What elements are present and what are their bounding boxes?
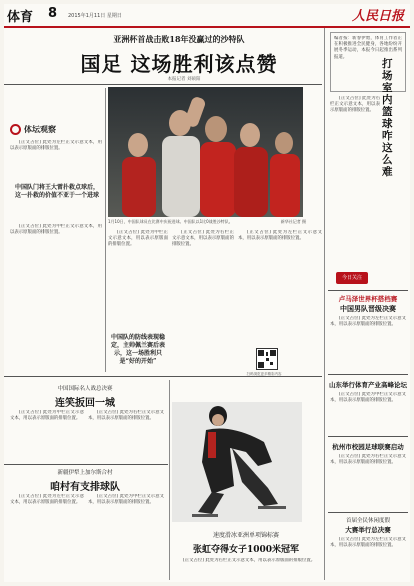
commentary-label: 体坛观察 (24, 125, 56, 134)
paragraph: [正文占位] 此处为右栏正文示意文本，用以表示原版面的排版位置。 (330, 96, 380, 114)
divider (328, 290, 408, 291)
celebration-image (108, 87, 303, 217)
sub-headline: 山东举行体育产业高峰论坛 (329, 381, 407, 389)
paper-logo: 人民日报 (351, 9, 404, 24)
column-rule (169, 380, 170, 580)
feature-badge: 今日关注 (336, 272, 368, 284)
paragraph: [正文占位] 此处为右栏正文示意文本，用以表示原版面的排版位置。 (172, 230, 234, 248)
paragraph: [正文占位] 此处为左栏正文示意文本，用以表示原版面的排版位置。 (238, 230, 322, 242)
qr-code[interactable] (256, 348, 278, 370)
lead-kicker: 亚洲杯首战击败18年没赢过的沙特队 (113, 34, 245, 44)
paragraph: [正文占位] 此处为左栏正文示意文本，用以表示原版面的排版位置。 (10, 140, 102, 152)
photo-caption: 1月10日，中国队球员在比赛中庆祝进球。中国队以1比0战胜沙特队。 (108, 219, 233, 224)
paragraph: [正文占位] 此处为中栏正文示意文本，用以表示原版面的排版位置。 (88, 494, 164, 506)
masthead (4, 4, 410, 28)
sub-headline: 杭州市校园足球联赛启动 (332, 443, 404, 451)
story-kicker: 中国国际名人战总决赛 (57, 386, 113, 392)
article-body (172, 230, 234, 370)
paragraph: [正文占位] 此处为左栏正文示意文本，用以表示原版面的排版位置。 (10, 494, 84, 506)
skater-image (172, 402, 302, 522)
column-rule (105, 88, 106, 372)
paragraph: [正文占位] 此处为右栏正文示意文本，用以表示原版面的排版位置。 (88, 410, 164, 422)
qr-label: 扫码浏览更多精彩内容 (246, 372, 282, 376)
article-body (174, 558, 318, 580)
article-body (330, 96, 380, 266)
article-body (330, 316, 406, 368)
divider (4, 376, 322, 377)
article-body (330, 537, 406, 579)
paragraph: [正文占位] 此处为中栏正文示意文本，用以表示原版面的排版位置。 (10, 224, 102, 236)
sub-headline: 大赛举行总决赛 (345, 526, 391, 534)
article-body (10, 410, 84, 462)
paragraph: [正文占位] 此处为中栏正文示意文本，用以表示原版面的排版位置。 (108, 230, 168, 248)
pull-quote: 中国队门将王大雷扑救点球后，这一扑救的价值不亚于一个进球 (14, 184, 99, 199)
match-photo (108, 87, 303, 217)
article-body (10, 140, 102, 180)
article-body (330, 392, 406, 432)
page-number: 8 (48, 6, 58, 21)
lead-headline: 国足 这场胜利该点赞 (80, 52, 278, 76)
column-rule (324, 28, 325, 580)
pull-quote: 中国队的防线表现稳定，主帅佩兰赛后表示，这一场胜利只是“好的开始” (110, 334, 165, 365)
paragraph: [正文占位] 此处为中栏正文示意文本，用以表示原版面的排版位置。 (330, 392, 406, 404)
divider (4, 464, 168, 465)
commentary-tag (10, 124, 82, 136)
article-body (108, 230, 168, 325)
article-body (10, 224, 102, 370)
article-body (88, 410, 164, 462)
sub-kicker: 卢马泽世界杯搭档赛 (338, 295, 398, 303)
story-headline: 咱村有支排球队 (50, 482, 120, 493)
paragraph: [正文占位] 此处为左栏正文示意文本，用以表示原版面的排版位置。 (330, 316, 406, 328)
article-body (10, 494, 84, 578)
article-body (330, 454, 406, 508)
article-body (238, 230, 322, 346)
article-body (88, 494, 164, 578)
story-headline: 张虹夺得女子1000米冠军 (192, 545, 300, 555)
paragraph: [正文占位] 此处为中栏正文示意文本，用以表示原版面的排版位置。 (10, 410, 84, 422)
lead-byline: 本报记者 刘硕阳 (167, 77, 201, 82)
dateline: 2015年1月11日 星期日 (68, 13, 122, 19)
skater-photo (172, 402, 302, 522)
paragraph: [正文占位] 此处为右栏正文示意文本，用以表示原版面的排版位置。 (330, 454, 406, 466)
sub-headline: 中国男队晋级决赛 (340, 304, 396, 313)
divider (328, 374, 408, 375)
photo-credit: 新华社记者 摄 (280, 219, 306, 224)
divider (4, 84, 322, 85)
newspaper-page (4, 4, 410, 582)
paragraph: [正文占位] 此处为右栏正文示意文本，用以表示原版面的排版位置。 (183, 558, 316, 563)
editor-note: 编者按：新春伊始，体育工作者正在积极推进全民健身，各地纷纷开展冬季运动，本报今日起推出系列报道。 (334, 36, 402, 60)
vertical-headline: 打场室内篮球咋这么难 (382, 58, 393, 178)
sub-kicker: 首届全民休闲度假 (345, 518, 390, 524)
section-name: 体育 (7, 10, 34, 25)
divider (328, 436, 408, 437)
paragraph: [正文占位] 此处为左栏正文示意文本，用以表示原版面的排版位置。 (330, 537, 406, 549)
story-kicker: 新疆伊犁上加尔斯合村 (57, 470, 113, 476)
qr-pattern-icon (257, 349, 277, 369)
divider (328, 512, 408, 513)
ring-icon (10, 124, 21, 135)
story-headline: 连笑扳回一城 (55, 398, 115, 409)
story-kicker: 速度滑冰亚洲单项锦标赛 (212, 532, 279, 539)
